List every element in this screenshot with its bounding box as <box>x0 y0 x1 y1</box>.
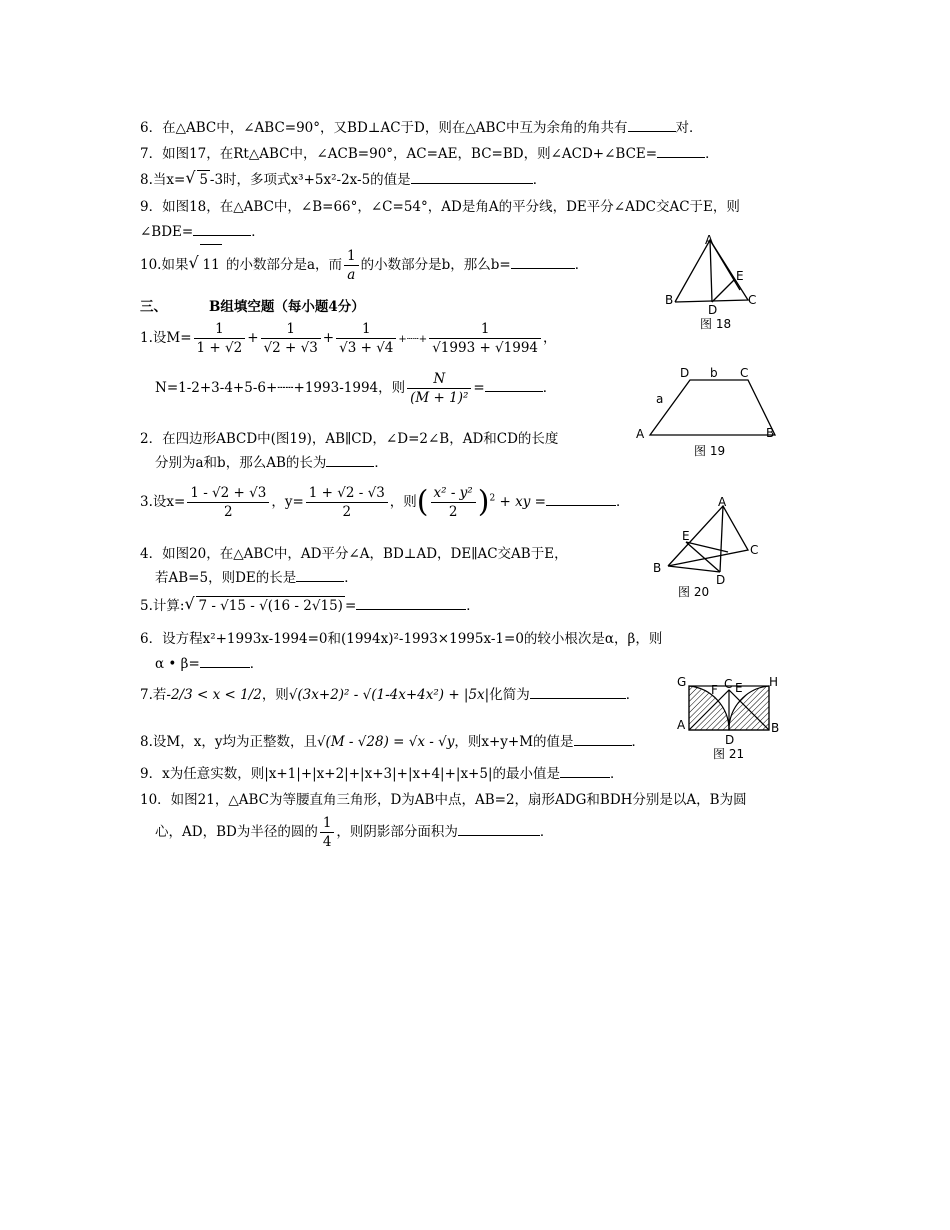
answer-blank <box>458 823 540 836</box>
label-a: A <box>636 427 645 441</box>
answer-blank <box>628 119 676 132</box>
answer-blank <box>485 379 543 392</box>
fraction: $\frac{1}{4}$ <box>320 814 335 851</box>
label-a: A <box>718 495 727 509</box>
answer-blank <box>574 733 632 746</box>
question-b6-line2: α • β= ． <box>155 656 264 672</box>
fig18-caption: 图 18 <box>700 317 732 331</box>
section-heading: 三、 B组填空题（每小题4分） <box>140 299 365 315</box>
fraction: $\frac{1}{1 + √2}$ <box>194 320 246 357</box>
label-e: E <box>736 269 744 283</box>
answer-blank <box>411 171 533 184</box>
question-a10: 10.如果√ 11 的小数部分是a，而 $\frac{1}{a}$ 的小数部分是b，那么b= ． <box>140 244 588 285</box>
label-e: E <box>735 681 743 695</box>
question-a6: 6．在△ABC中，∠ABC=90°，又BD⊥AC于D，则在△ABC中互为余角的角共有 对． <box>140 120 703 136</box>
question-a9-line2: ∠BDE= ． <box>140 224 265 240</box>
answer-blank <box>511 256 575 269</box>
label-c: C <box>740 366 749 380</box>
fraction: $\frac{1 - √2 + √3}{2}$ <box>187 484 269 521</box>
question-b4-line2: 若AB=5，则DE的长是 ． <box>155 570 358 586</box>
label-a: A <box>705 233 714 247</box>
question-b8: 8.设M，x，y均为正整数，且√(M - √28) = √x - √y，则x+y+M的值是 ． <box>140 734 646 750</box>
question-b2-line2: 分别为a和b，那么AB的长为 ． <box>155 455 388 471</box>
label-c: C <box>724 677 733 691</box>
fig20-caption: 图 20 <box>678 585 710 599</box>
question-b10: 10．如图21，△ABC为等腰直角三角形，D为AB中点，AB=2，扇形ADG和BDH分别是以A，B为圆 <box>140 792 747 808</box>
answer-blank <box>296 569 344 582</box>
question-b6: 6．设方程x²+1993x-1994=0和(1994x)²-1993×1995x-1=0的较小根次是α，β，则 <box>140 631 663 647</box>
fraction: $\frac{1}{a}$ <box>344 247 359 284</box>
fraction: $\frac{1 + √2 - √3}{2}$ <box>306 484 388 521</box>
answer-blank <box>530 686 626 699</box>
label-side-b: b <box>710 366 718 380</box>
answer-blank <box>356 597 466 610</box>
fraction: $\frac{1}{√3 + √4}$ <box>336 320 396 357</box>
label-d: D <box>680 366 690 380</box>
label-b: B <box>653 561 662 575</box>
label-g: G <box>677 675 687 689</box>
figure-21 <box>673 672 785 764</box>
fig19-caption: 图 19 <box>694 444 726 458</box>
figure-20 <box>648 494 768 602</box>
fig21-caption: 图 21 <box>713 747 745 761</box>
question-a7: 7．如图17，在Rt△ABC中，∠ACB=90°，AC=AE，BC=BD，则∠ACD+∠BCE= ． <box>140 146 719 162</box>
label-c: C <box>748 293 757 307</box>
question-b1-line2: N=1-2+3-4+5-6+┄┄+1993-1994，则 $\frac{N}{\text{(M + 1)²}}$ = ． <box>155 371 557 406</box>
label-a: A <box>677 718 686 732</box>
answer-blank <box>560 765 610 778</box>
question-b3: 3.设x= $\frac{1 - √2 + √3}{2}$ ，y= $\frac{1 + √2 - √3}{2}$ ，则( $\frac{\text{x² - y²}}{2}$ )$^2$ + xy = ． <box>140 484 630 520</box>
figure-19 <box>630 365 785 460</box>
fraction: $\frac{1}{√2 + √3}$ <box>261 320 321 357</box>
answer-blank <box>326 454 374 467</box>
answer-blank <box>546 493 616 506</box>
sqrt-symbol: √ 5 <box>185 170 210 189</box>
fraction: $\frac{N}{\text{(M + 1)²}}$ <box>407 370 471 407</box>
label-f: F <box>711 683 718 697</box>
question-a9: 9．如图18，在△ABC中，∠B=66°，∠C=54°，AD是角A的平分线，DE平分∠ADC交AC于E，则 <box>140 199 740 215</box>
label-b: B <box>665 293 674 307</box>
label-d: D <box>708 303 718 317</box>
label-e: E <box>682 529 690 543</box>
label-h: H <box>769 675 779 689</box>
label-b: B <box>771 721 780 735</box>
question-b5: 5.计算:√ 7 - √15 - √(16 - 2√15) = ． <box>140 596 480 615</box>
question-b1: 1.设M= $\frac{1}{1 + √2}$ + $\frac{1}{√2 + √3}$ + $\frac{1}{√3 + √4}$ +┄┄+ $\frac{1}{√1993 + √1994}$ ， <box>140 321 557 356</box>
question-b7: 7.若-2/3 < x < 1/2，则√(3x+2)² - √(1-4x+4x²) + |5x|化简为 ． <box>140 687 640 703</box>
question-b9: 9．x为任意实数，则|x+1|+|x+2|+|x+3|+|x+4|+|x+5|的最小值是 ． <box>140 766 624 782</box>
fraction: $\frac{\text{x² - y²}}{2}$ <box>431 484 476 521</box>
question-b10-line2: 心，AD，BD为半径的圆的 $\frac{1}{4}$ ，则阴影部分面积为 ． <box>155 815 554 850</box>
question-b2: 2．在四边形ABCD中(图19)，AB∥CD，∠D=2∠B，AD和CD的长度 <box>140 431 559 447</box>
label-b: B <box>766 426 775 440</box>
sqrt-symbol: √ 7 - √15 - √(16 - 2√15) <box>184 596 345 615</box>
label-d: D <box>716 573 726 587</box>
answer-blank <box>200 655 250 668</box>
question-b4: 4．如图20，在△ABC中，AD平分∠A，BD⊥AD，DE∥AC交AB于E， <box>140 546 568 562</box>
label-c: C <box>750 543 759 557</box>
question-a8: 8.当x=√ 5 -3时，多项式x³+5x²-2x-5的值是 ． <box>140 170 546 189</box>
figure-18 <box>660 232 770 337</box>
label-d: D <box>725 733 735 747</box>
answer-blank <box>193 223 251 236</box>
fraction: $\frac{1}{√1993 + √1994}$ <box>429 320 541 357</box>
sqrt-symbol: √ 11 <box>188 244 221 285</box>
label-side-a: a <box>656 392 664 406</box>
answer-blank <box>657 145 705 158</box>
